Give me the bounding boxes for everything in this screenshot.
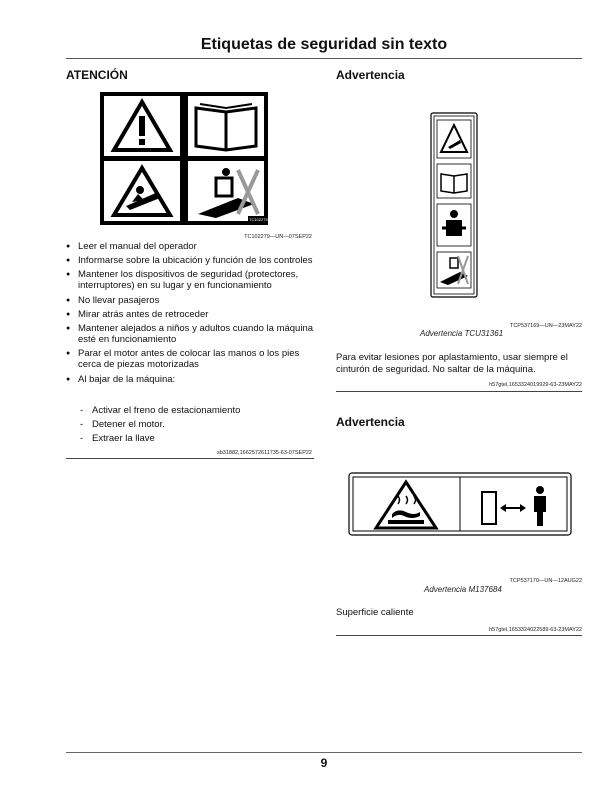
list-item: ● No llevar pasajeros [66,295,314,306]
hot-surface-reference-id: h57gtel,1653324022589-63-23MAY22 [489,627,582,633]
atencion-heading: ATENCIÓN [66,68,128,82]
hot-surface-warning-text: Superficie caliente [336,607,414,618]
seatbelt-figure-caption: Advertencia TCU31361 [420,329,504,338]
list-item: ● Leer el manual del operador [66,241,314,252]
list-item: ● Informarse sobre la ubicación y función de los controles [66,255,314,266]
advertencia-heading-1: Advertencia [336,68,405,82]
right-section-divider-1 [336,391,582,392]
page-number: 9 [320,756,328,770]
page-title: Etiquetas de seguridad sin texto [200,36,448,53]
list-item: ● Mirar atrás antes de retroceder [66,309,314,320]
label-small-code: TC102279 [249,217,268,222]
list-item: ● Mantener alejados a niños y adultos cuando la máquina esté en funcionamiento [66,323,314,346]
advertencia-heading-2: Advertencia [336,415,405,429]
seatbelt-warning-text: Para evitar lesiones por aplastamiento, usar siempre el cinturón de seguridad. No saltar de la máquina. [336,352,568,375]
list-item: ● Parar el motor antes de colocar las manos o los pies cerca de piezas motorizadas [66,348,314,371]
hot-surface-figure-caption: Advertencia M137684 [424,585,502,594]
hot-surface-label-figure [348,472,572,536]
title-divider [66,58,582,59]
list-item: ● Mantener los dispositivos de seguridad (protectores, interruptores) en su lugar y en funcionamiento [66,269,314,292]
seatbelt-figure-code: TCP537169—UN—23MAY22 [509,323,582,329]
atencion-safety-label-figure [88,86,306,232]
seatbelt-warning-label-figure [430,112,478,298]
list-item: - Detener el motor. [80,418,310,432]
atencion-figure-code: TC102279—UN—07SEP22 [244,234,312,240]
list-item: - Extraer la llave [80,432,310,446]
footer-divider [66,752,582,753]
dismount-steps-list [80,404,310,445]
left-section-divider [66,458,314,459]
list-item: - Activar el freno de estacionamiento [80,404,310,418]
seatbelt-reference-id: h57gtel,1653324019929-63-23MAY22 [489,382,582,388]
list-item: ● Al bajar de la máquina: [66,374,314,385]
right-section-divider-2 [336,635,582,636]
atencion-instruction-list [66,241,314,388]
hot-surface-figure-code: TCP537170—UN—12AUG22 [509,578,582,584]
atencion-reference-id: sb31882,1662572611735-63-07SEP22 [216,450,312,456]
